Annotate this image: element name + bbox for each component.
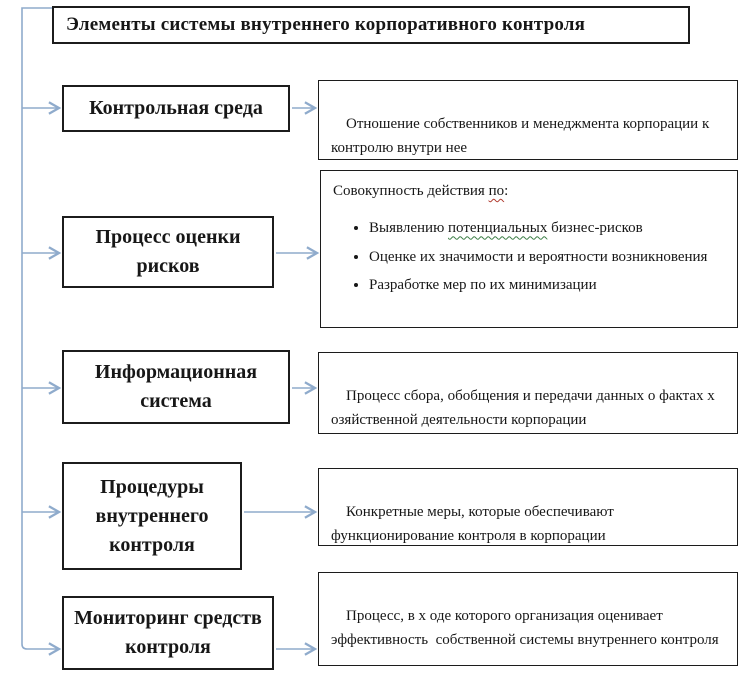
trunk-line bbox=[22, 8, 59, 649]
bullet-suffix: бизнес-рисков bbox=[547, 220, 643, 237]
node-risk-assessment-process bbox=[62, 216, 274, 288]
description-text: Отношение собственников и менеджмента корпорации к контролю внутри нее bbox=[331, 116, 713, 156]
description-control-environment bbox=[318, 80, 738, 160]
bullet-grammar-word: потенциальных bbox=[448, 220, 548, 237]
description-text: Процесс, в х оде которого организация оценивает эффективность собственной системы внутреннего контроля bbox=[331, 608, 719, 648]
list-item: • Разработке мер по их минимизации bbox=[369, 274, 725, 297]
intro-prefix: Совокупность действия bbox=[333, 183, 489, 199]
intro-spellcheck-word: по bbox=[488, 183, 505, 199]
description-text: Конкретные меры, которые обеспечивают функционирование контроля в корпорации bbox=[331, 504, 618, 544]
diagram-title: Элементы системы внутреннего корпоративного контроля bbox=[66, 14, 586, 35]
list-item bbox=[369, 217, 725, 240]
list-item: • Оценке их значимости и вероятности возникновения bbox=[369, 246, 725, 269]
node-label: Информационная система bbox=[94, 361, 258, 412]
node-label: Процедуры внутреннего контроля bbox=[95, 475, 209, 556]
node-control-environment bbox=[62, 85, 290, 132]
node-label: Мониторинг средств контроля bbox=[74, 607, 262, 658]
node-label: Процесс оценки рисков bbox=[95, 226, 241, 277]
description-information-system bbox=[318, 352, 738, 434]
node-control-monitoring bbox=[62, 596, 274, 670]
node-information-system bbox=[62, 350, 290, 424]
intro-suffix: : bbox=[504, 183, 509, 199]
diagram-title-box bbox=[52, 6, 690, 44]
node-internal-control-procedures bbox=[62, 462, 242, 570]
bullet-prefix: Выявлению bbox=[369, 220, 449, 237]
description-intro bbox=[333, 180, 725, 203]
description-risk-assessment bbox=[320, 170, 738, 328]
description-text: Процесс сбора, обобщения и передачи данных о фактах х озяйственной деятельности корпорации bbox=[331, 388, 719, 428]
description-internal-control-procedures bbox=[318, 468, 738, 546]
node-label: Контрольная среда bbox=[89, 97, 263, 119]
description-control-monitoring bbox=[318, 572, 738, 666]
risk-actions-list bbox=[333, 217, 725, 297]
